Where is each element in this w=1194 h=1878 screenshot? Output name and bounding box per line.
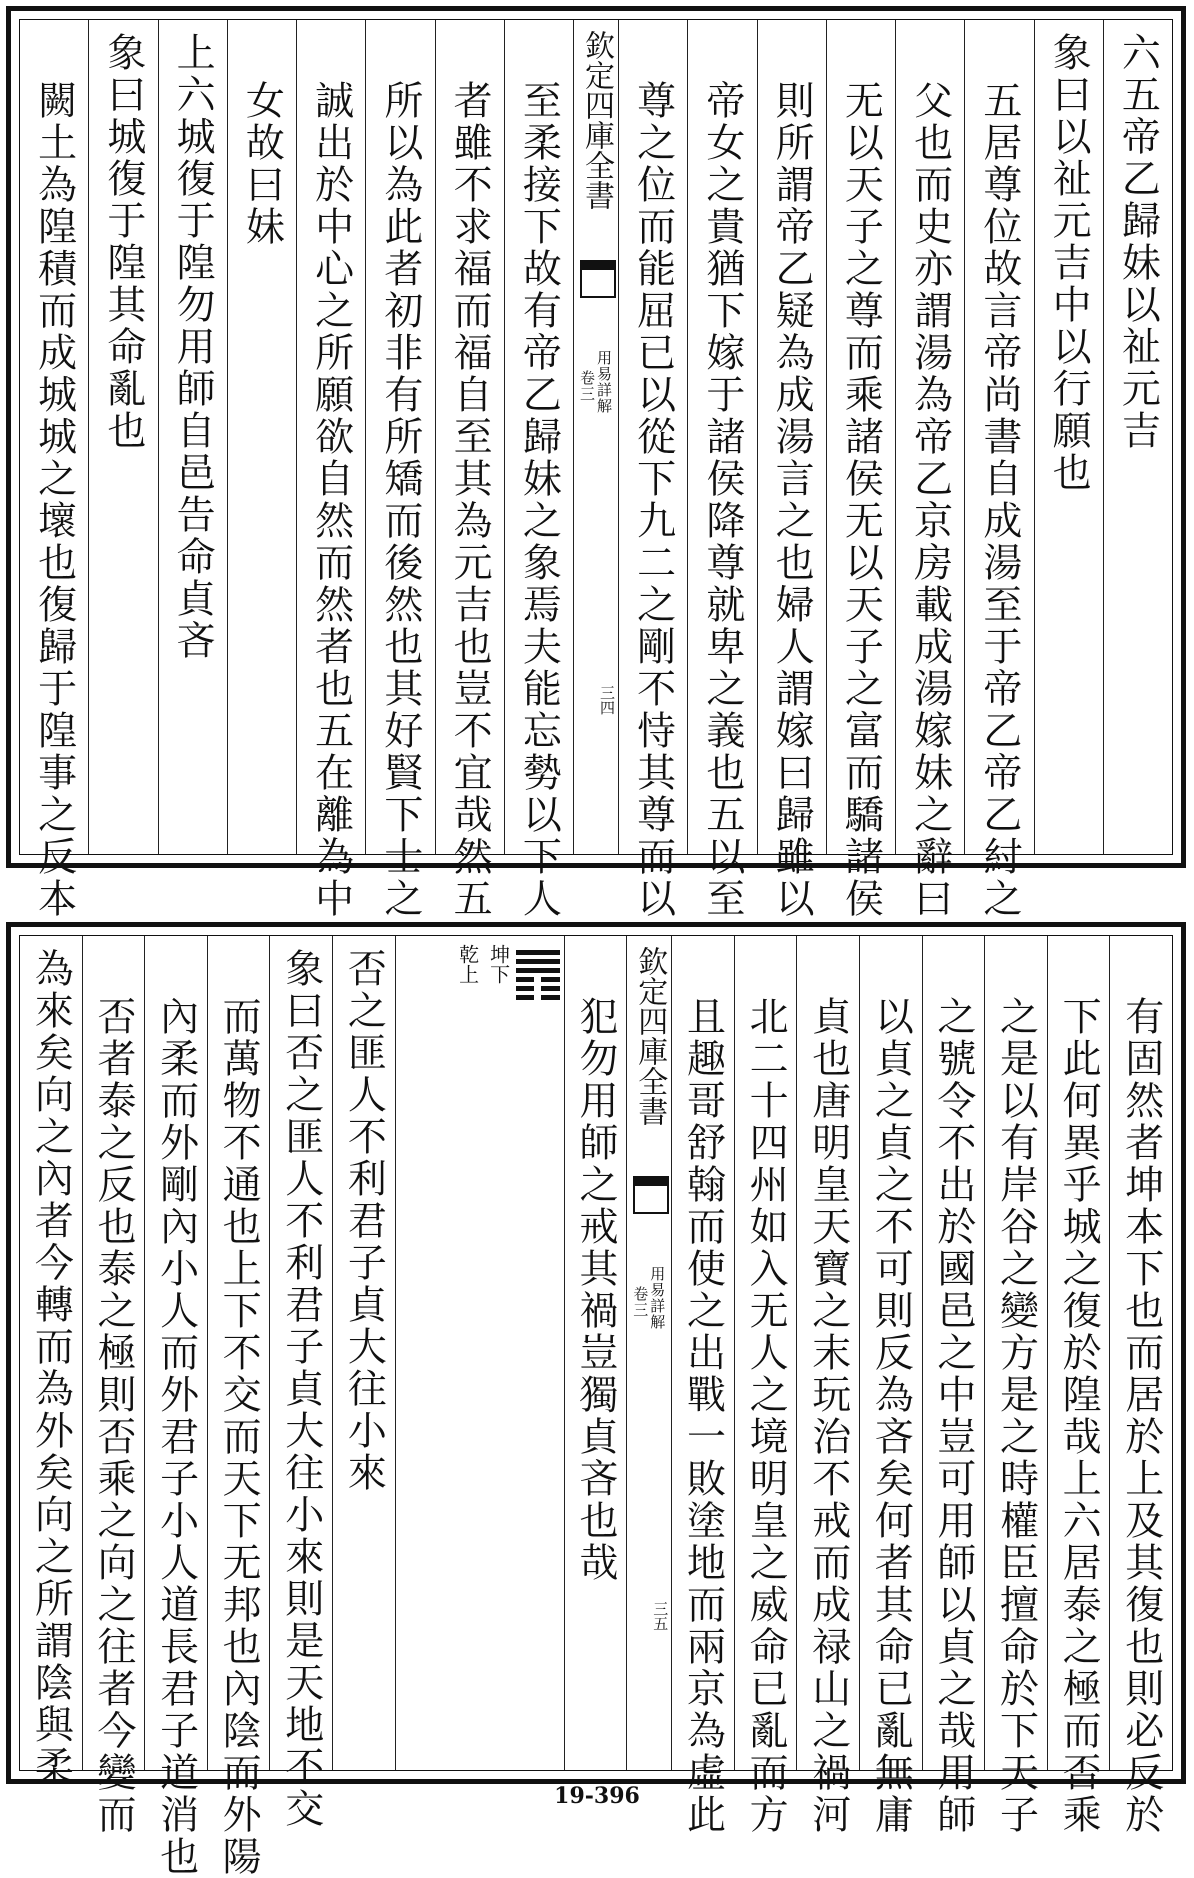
text-column [859,936,922,1836]
line-segment [516,995,534,1000]
text-column [504,20,573,920]
column-text: 則所謂帝乙疑為成湯言之也婦人謂嫁曰歸雖以 [769,80,815,920]
page-number: 19-396 [554,1783,640,1809]
text-column [618,20,687,920]
text-column [20,20,88,920]
column-text: 而萬物不通也上下不交而天下无邦也內陰而外陽 [216,996,262,1878]
column-text: 犯勿用師之戒其禍豈獨貞吝也哉 [572,996,618,1584]
text-column [144,936,207,1878]
library-title: 欽定四庫全書 [579,30,614,210]
column-text: 下此何異乎城之復於隍哉上六居泰之極而否乘 [1056,996,1102,1836]
book-title: 用易詳解 [648,1266,667,1330]
column-text: 父也而史亦謂湯為帝乙京房載成湯嫁妹之辭曰 [907,80,953,920]
yang-line [516,968,560,973]
text-column [964,20,1033,920]
text-column [20,936,82,1788]
column-text: 以貞之貞之不可則反為吝矣何者其命已亂無庸 [868,996,914,1836]
line-segment [516,968,560,973]
hexagram-lower-label: 坤下 [486,944,511,984]
text-column [269,936,332,1830]
text-column [895,20,964,920]
line-segment [516,959,560,964]
text-column [207,936,270,1878]
center-fold [573,20,618,854]
column-text: 尊之位而能屈已以從下九二之剛不恃其尊而以 [630,80,676,920]
text-column [1047,936,1110,1836]
yin-line [516,977,560,982]
column-text: 闕土為隍積而成城城之壞也復歸于隍事之反本 [31,80,77,920]
column-text: 五居尊位故言帝尚書自成湯至于帝乙帝乙紂之 [976,80,1022,920]
text-column [227,20,296,854]
yang-line [516,950,560,955]
page-top [6,6,1186,920]
line-segment [516,950,560,955]
hexagram-column [395,936,564,1770]
column-text: 且趣哥舒翰而使之出戰一敗塗地而兩京為虛此 [680,996,726,1836]
text-column [796,936,859,1836]
hexagram-block [396,936,564,1770]
column-text: 之號令不出於國邑之中豈可用師以貞之哉用師 [930,996,976,1836]
line-segment [541,977,559,982]
column-text: 象曰否之匪人不利君子貞大往小來則是天地不交 [278,948,324,1830]
column-text: 帝女之貴猶下嫁于諸侯降尊就卑之義也五以至 [699,80,745,920]
folio-number: 三五 [651,1601,670,1631]
hexagram-icon [516,936,560,1004]
text-column [757,20,826,920]
book-title: 用易詳解 [595,350,613,414]
column-text: 女故曰妹 [239,80,285,248]
text-column [687,20,756,920]
column-text: 之是以有岸谷之變方是之時權臣擅命於下天子 [993,996,1039,1836]
line-segment [516,986,534,991]
text-columns [20,20,1172,920]
volume-label: 卷三 [631,1286,650,1318]
text-column [435,20,504,920]
line-segment [541,995,559,1000]
hexagram-upper-label: 乾上 [455,944,480,984]
column-text: 否者泰之反也泰之極則否乘之向之往者今變而 [90,996,136,1836]
text-column [88,20,157,854]
yang-line [516,959,560,964]
library-title: 欽定四庫全書 [632,946,668,1126]
column-text: 象曰城復于隍其命亂也 [100,32,146,452]
line-segment [516,977,534,982]
fish-tail-mark-icon [580,260,616,298]
text-column [332,936,395,1770]
text-column [984,936,1047,1836]
column-text: 北二十四州如入无人之境明皇之威命已亂而方 [743,996,789,1836]
column-text: 无以天子之尊而乘諸侯无以天子之富而驕諸侯 [838,80,884,920]
column-text: 六五帝乙歸妹以祉元吉 [1115,32,1161,452]
center-fold [626,936,671,1770]
yin-line [516,995,560,1000]
fish-tail-mark-icon [633,1176,669,1214]
text-column [671,936,734,1836]
folio-number: 三四 [598,685,616,715]
column-text: 上六城復于隍勿用師自邑告命貞吝 [170,32,216,662]
text-column [734,936,797,1836]
column-text: 貞也唐明皇天寶之末玩治不戒而成禄山之禍河 [805,996,851,1836]
text-column [826,20,895,920]
column-text: 否之匪人不利君子貞大往小來 [341,948,387,1494]
text-column [82,936,145,1836]
column-text: 者雖不求福而福自至其為元吉也豈不宜哉然五 [447,80,493,920]
hexagram-labels [396,936,514,984]
text-column [1034,20,1103,854]
volume-label: 卷三 [578,370,596,402]
text-column [296,20,365,920]
column-text: 有固然者坤本下也而居於上及其復也則必反於 [1118,996,1164,1836]
text-column [922,936,985,1836]
column-text: 至柔接下故有帝乙歸妹之象焉夫能忘勢以下人 [516,80,562,920]
yin-line [516,986,560,991]
text-column [1109,936,1172,1836]
text-column [1103,20,1172,854]
text-column [158,20,227,854]
column-text: 所以為此者初非有所矯而後然也其好賢下士之 [377,80,423,920]
column-text: 誠出於中心之所願欲自然而然者也五在離為中 [308,80,354,920]
page-frame [19,19,1173,920]
text-column [365,20,434,920]
column-text: 內柔而外剛內小人而外君子小人道長君子道消也 [153,996,199,1878]
line-segment [541,986,559,991]
text-column [564,936,627,1770]
column-text: 為來矣向之內者今轉而為外矣向之所謂陰與柔 [28,948,74,1788]
column-text: 象曰以祉元吉中以行願也 [1046,32,1092,494]
